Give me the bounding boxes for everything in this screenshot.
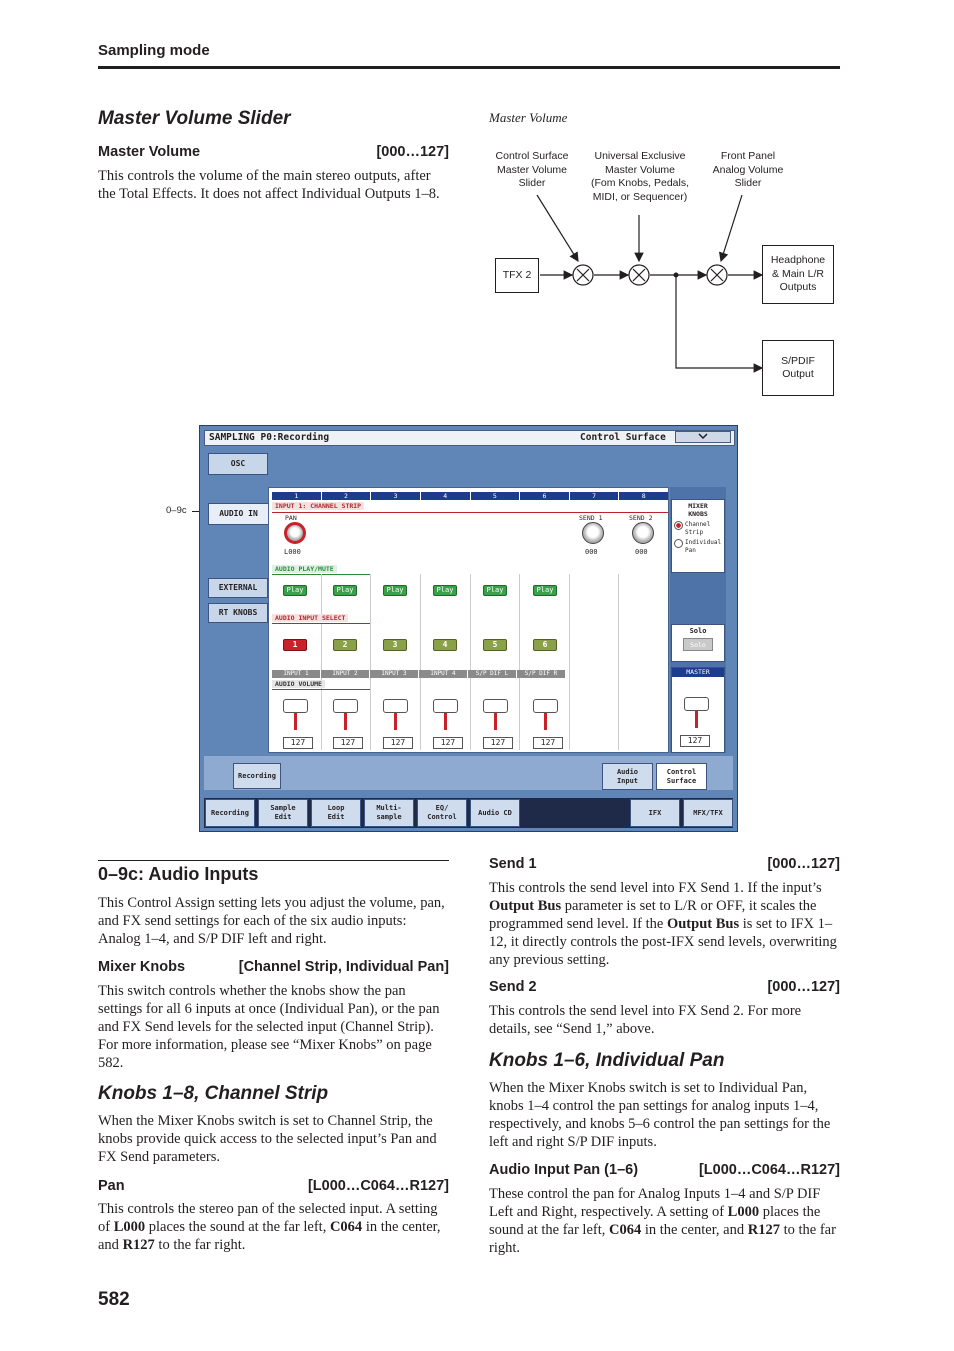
pan-value: L000 (284, 548, 301, 556)
tab-mfx-tfx[interactable]: MFX/TFX (683, 799, 733, 827)
mixer-knobs-description: This switch controls whether the knobs show the pan settings for all 6 inputs at once (Individual Pan), or the pan and FX Send levels for the selected input (Channel Strip). For more information, please see “Mixer Knobs” on page 582. (98, 983, 440, 1071)
channel-header (272, 492, 668, 500)
audio-inputs-intro: This Control Assign setting lets you adjust the volume, pan, and FX send settings for each of the six audio inputs: Analog 1–4, and S/P DIF left and right. (98, 895, 445, 947)
tab-external[interactable]: EXTERNAL (208, 578, 268, 598)
subtab-control-surface[interactable]: Control Surface (656, 763, 707, 790)
master-fader[interactable] (684, 697, 709, 711)
audio-input-pan-param (489, 1162, 840, 1178)
pan-label: PAN (285, 514, 297, 522)
master-value: 127 (680, 735, 710, 747)
param-name: Master Volume (98, 144, 201, 160)
solo-button[interactable]: Solo (683, 638, 713, 651)
volume-value-1: 127 (283, 737, 313, 749)
input-name: INPUT 1 (272, 670, 320, 678)
tab-sample-edit[interactable]: Sample Edit (258, 799, 308, 827)
volume-value-5: 127 (483, 737, 513, 749)
input-names-row (272, 670, 569, 678)
volume-value-3: 127 (383, 737, 413, 749)
radio-selected-icon (674, 521, 683, 530)
param-range: [000…127] (767, 856, 840, 872)
master-volume-param (98, 144, 449, 160)
channel-number: 3 (371, 492, 420, 500)
channel-number: 5 (471, 492, 520, 500)
mixer-knobs-switch (671, 499, 725, 573)
tab-eq-control[interactable]: EQ/ Control (417, 799, 467, 827)
play-button-5[interactable]: Play (483, 585, 507, 596)
audio-inputs-heading: 0–9c: Audio Inputs (98, 864, 259, 884)
tab-audio-in[interactable]: AUDIO IN (208, 503, 269, 525)
chevron-down-icon (697, 432, 709, 440)
subtab-audio-input[interactable]: Audio Input (602, 763, 653, 790)
tab-ifx[interactable]: IFX (630, 799, 680, 827)
volume-fader-2[interactable] (333, 699, 358, 713)
param-name: Send 2 (489, 979, 537, 995)
multiplier-3-icon (707, 265, 727, 285)
volume-value-4: 127 (433, 737, 463, 749)
param-range: [L000…C064…R127] (307, 1178, 449, 1194)
param-name: Mixer Knobs (98, 959, 186, 975)
play-button-3[interactable]: Play (383, 585, 407, 596)
section-audio-volume: AUDIO VOLUME (272, 680, 370, 690)
play-button-4[interactable]: Play (433, 585, 457, 596)
input-name: INPUT 2 (321, 670, 369, 678)
send1-value: 000 (585, 548, 598, 556)
knobs-individual-pan-description: When the Mixer Knobs switch is set to Individual Pan, knobs 1–4 control the pan settings for analog inputs 1–4, respectively, and knobs 5–6 control the pan settings for the left and right S/P DIF inputs. (489, 1080, 831, 1150)
param-range: [000…127] (767, 979, 840, 995)
param-range: [L000…C064…R127] (698, 1162, 840, 1178)
subtab-recording[interactable]: Recording (233, 763, 281, 789)
send1-knob[interactable] (582, 522, 604, 544)
page-number: 582 (98, 1289, 130, 1310)
input-select-button-1[interactable]: 1 (283, 639, 307, 651)
param-name: Send 1 (489, 856, 537, 872)
mixer-panel (268, 487, 669, 753)
screen-title-bar (204, 430, 735, 446)
multiplier-1-icon (573, 265, 593, 285)
section-input-select: AUDIO INPUT SELECT (272, 614, 370, 624)
master-label: MASTER (672, 668, 724, 677)
running-header: Sampling mode (98, 42, 210, 59)
param-range: [000…127] (376, 144, 449, 160)
volume-fader-3[interactable] (383, 699, 408, 713)
send2-value: 000 (635, 548, 648, 556)
volume-fader-6[interactable] (533, 699, 558, 713)
tab-audio-cd[interactable]: Audio CD (470, 799, 520, 827)
section-rule (98, 860, 449, 861)
send1-param (489, 856, 840, 872)
header-rule (98, 66, 840, 69)
channel-number: 7 (570, 492, 619, 500)
knobs-channel-strip-heading: Knobs 1–8, Channel Strip (98, 1083, 329, 1104)
radio-unselected-icon (674, 539, 683, 548)
send2-label: SEND 2 (629, 514, 653, 522)
param-range: [Channel Strip, Individual Pan] (238, 959, 449, 975)
send2-param (489, 979, 840, 995)
channel-number: 6 (520, 492, 569, 500)
param-name: Pan (98, 1178, 125, 1194)
send1-description: This controls the send level into FX Send 1. If the input’s Output Bus parameter is set to L/R or OFF, it scales the programmed send level. If the Output Bus is set to IFX 1–12, it directly controls the post-IFX send levels, overwriting any previous setting. (489, 880, 837, 968)
knobs-individual-pan-heading: Knobs 1–6, Individual Pan (489, 1050, 725, 1071)
channel-grid (272, 574, 668, 750)
audio-input-pan-description: These control the pan for Analog Inputs 1–4 and S/P DIF Left and Right, respectively. A setting of L000 places the sound at the far left, C064 in the center, and R127 to the far right. (489, 1186, 836, 1256)
mixer-option-channel-strip[interactable]: Channel Strip (672, 521, 724, 536)
send1-label: SEND 1 (579, 514, 603, 522)
master-volume-slider-heading: Master Volume Slider (98, 108, 291, 129)
spdif-output-box: S/PDIF Output (762, 340, 834, 396)
diagram-caption: Master Volume (489, 110, 568, 125)
volume-fader-5[interactable] (483, 699, 508, 713)
volume-fader-1[interactable] (283, 699, 308, 713)
solo-panel (671, 624, 725, 662)
param-name: Audio Input Pan (1–6) (489, 1162, 639, 1178)
send2-knob[interactable] (632, 522, 654, 544)
input-select-button-2[interactable]: 2 (333, 639, 357, 651)
pan-knob[interactable] (284, 522, 306, 544)
screen-title: SAMPLING P0:Recording (209, 432, 330, 443)
input-name: INPUT 3 (370, 670, 418, 678)
volume-fader-4[interactable] (433, 699, 458, 713)
sub-tab-strip (204, 756, 733, 790)
label-universal-exclusive: Universal Exclusive Master Volume (Fom Knobs, Pedals, MIDI, or Sequencer) (590, 150, 690, 203)
input-select-button-6[interactable]: 6 (533, 639, 557, 651)
headphone-outputs-box: Headphone & Main L/R Outputs (762, 245, 834, 304)
label-control-surface: Control Surface Master Volume Slider (495, 150, 569, 189)
lcd-screen (199, 425, 738, 832)
tab-recording[interactable]: Recording (205, 799, 255, 827)
tfx2-box: TFX 2 (495, 258, 539, 293)
send2-description: This controls the send level into FX Send 2. For more details, see “Send 1,” above. (489, 1003, 802, 1037)
play-button-2[interactable]: Play (333, 585, 357, 596)
screen-callout: 0–9c (166, 505, 187, 516)
input-name: INPUT 4 (419, 670, 467, 678)
master-volume-description: This controls the volume of the main stereo outputs, after the Total Effects. It does not affect Individual Outputs 1–8. (98, 168, 440, 202)
solo-label: Solo (689, 627, 707, 635)
label-front-panel: Front Panel Analog Volume Slider (712, 150, 784, 189)
channel-number: 1 (272, 492, 321, 500)
channel-number: 2 (322, 492, 371, 500)
section-channel-strip: INPUT 1: CHANNEL STRIP (272, 502, 668, 513)
channel-number: 8 (619, 492, 668, 500)
volume-value-2: 127 (333, 737, 363, 749)
tab-multi-sample[interactable]: Multi-sample (364, 799, 414, 827)
play-button-6[interactable]: Play (533, 585, 557, 596)
input-select-button-5[interactable]: 5 (483, 639, 507, 651)
knobs-channel-strip-description: When the Mixer Knobs switch is set to Channel Strip, the knobs provide quick access to the selected input’s Pan and FX Send parameters. (98, 1113, 437, 1165)
tab-osc[interactable]: OSC (208, 453, 268, 475)
multiplier-2-icon (629, 265, 649, 285)
mixer-option-individual-pan[interactable]: Individual Pan (672, 539, 724, 554)
input-select-button-3[interactable]: 3 (383, 639, 407, 651)
channel-number: 4 (421, 492, 470, 500)
mixer-knobs-param (98, 959, 449, 975)
input-name: S/P DIF L (468, 670, 516, 678)
play-button-1[interactable]: Play (283, 585, 307, 596)
tab-loop-edit[interactable]: Loop Edit (311, 799, 361, 827)
volume-value-6: 127 (533, 737, 563, 749)
control-surface-label: Control Surface (580, 432, 666, 443)
input-name: S/P DIF R (517, 670, 565, 678)
pan-param (98, 1178, 449, 1194)
tab-rt-knobs[interactable]: RT KNOBS (208, 603, 268, 623)
input-select-button-4[interactable]: 4 (433, 639, 457, 651)
mixer-knobs-title: MIXER KNOBS (688, 502, 708, 518)
pan-description: This controls the stereo pan of the selected input. A setting of L000 places the sound at the far left, C064 in the center, and R127 to the far right. (98, 1201, 441, 1253)
page-menu-button[interactable] (675, 431, 731, 443)
section-play-mute: AUDIO PLAY/MUTE (272, 565, 370, 575)
